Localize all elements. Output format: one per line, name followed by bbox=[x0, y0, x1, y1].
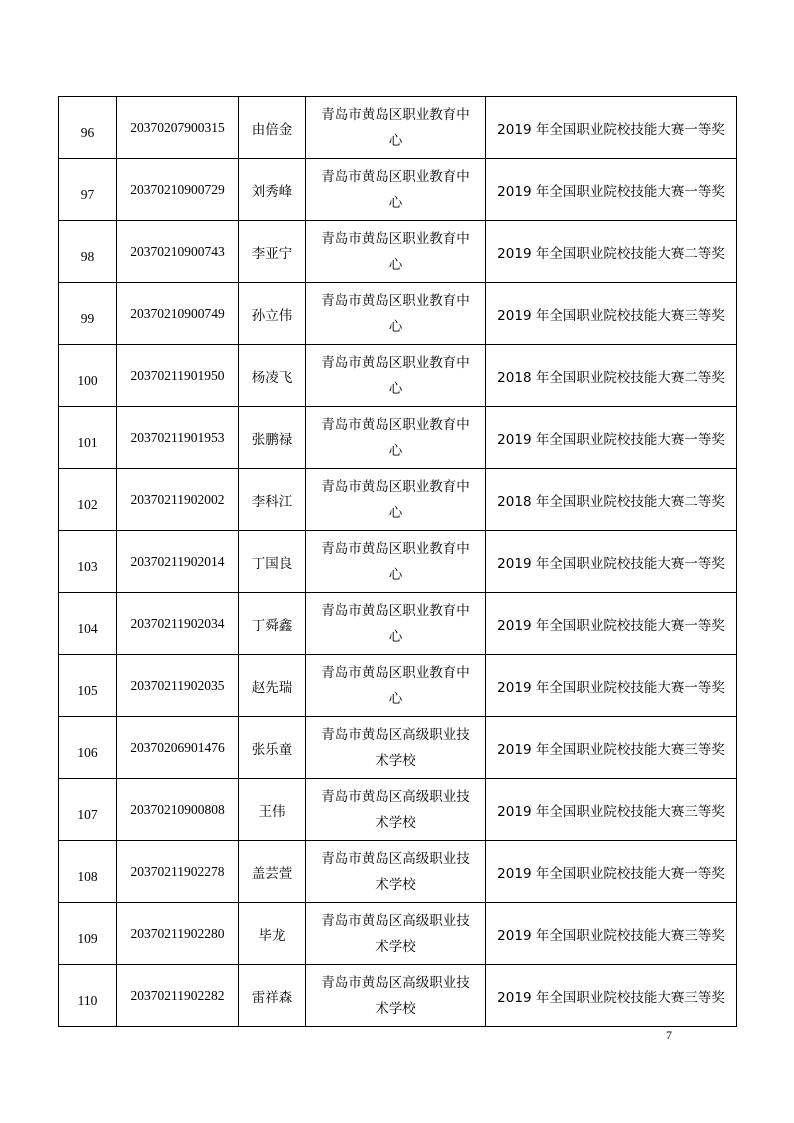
school-name-line-2: 心 bbox=[388, 256, 403, 273]
row-number-cell: 107 bbox=[59, 779, 117, 841]
student-name-cell: 毕龙 bbox=[239, 903, 306, 965]
student-id-cell: 20370211902282 bbox=[117, 965, 239, 1027]
award-cell: 2019 年全国职业院校技能大赛一等奖 bbox=[486, 407, 737, 469]
table-row bbox=[59, 965, 737, 1027]
table-row bbox=[59, 531, 737, 593]
student-id-cell: 20370211902002 bbox=[117, 469, 239, 531]
table-row bbox=[59, 841, 737, 903]
school-name-line-1: 青岛市黄岛区高级职业技 bbox=[321, 788, 470, 805]
table-row bbox=[59, 221, 737, 283]
table-row bbox=[59, 159, 737, 221]
student-id-cell: 20370206901476 bbox=[117, 717, 239, 779]
table-row bbox=[59, 407, 737, 469]
school-name-cell bbox=[306, 841, 486, 903]
page-number: 7 bbox=[666, 1028, 672, 1042]
student-id-cell: 20370211901953 bbox=[117, 407, 239, 469]
student-id-cell: 20370211902280 bbox=[117, 903, 239, 965]
school-name-line-2: 心 bbox=[388, 690, 403, 707]
award-cell: 2019 年全国职业院校技能大赛三等奖 bbox=[486, 965, 737, 1027]
school-name-line-1: 青岛市黄岛区高级职业技 bbox=[321, 974, 470, 991]
award-roster-table bbox=[58, 96, 737, 1027]
student-name-cell: 赵先瑞 bbox=[239, 655, 306, 717]
school-name-line-2: 术学校 bbox=[375, 752, 416, 769]
table-row bbox=[59, 655, 737, 717]
school-name-cell bbox=[306, 779, 486, 841]
roster-body bbox=[59, 97, 737, 1027]
row-number-cell: 98 bbox=[59, 221, 117, 283]
school-name-line-2: 心 bbox=[388, 628, 403, 645]
school-name-cell bbox=[306, 221, 486, 283]
student-name-cell: 丁国良 bbox=[239, 531, 306, 593]
award-cell: 2019 年全国职业院校技能大赛一等奖 bbox=[486, 593, 737, 655]
table-row bbox=[59, 469, 737, 531]
row-number-cell: 102 bbox=[59, 469, 117, 531]
award-cell: 2019 年全国职业院校技能大赛一等奖 bbox=[486, 655, 737, 717]
student-name-cell: 刘秀峰 bbox=[239, 159, 306, 221]
award-cell: 2018 年全国职业院校技能大赛二等奖 bbox=[486, 345, 737, 407]
student-name-cell: 由倍金 bbox=[239, 97, 306, 159]
student-id-cell: 20370210900743 bbox=[117, 221, 239, 283]
school-name-line-1: 青岛市黄岛区职业教育中 bbox=[321, 416, 470, 433]
school-name-line-1: 青岛市黄岛区高级职业技 bbox=[321, 912, 470, 929]
school-name-line-1: 青岛市黄岛区高级职业技 bbox=[321, 850, 470, 867]
school-name-line-2: 术学校 bbox=[375, 876, 416, 893]
school-name-line-2: 心 bbox=[388, 504, 403, 521]
award-cell: 2019 年全国职业院校技能大赛三等奖 bbox=[486, 283, 737, 345]
student-name-cell: 盖芸萱 bbox=[239, 841, 306, 903]
table-row bbox=[59, 283, 737, 345]
school-name-line-1: 青岛市黄岛区高级职业技 bbox=[321, 726, 470, 743]
award-cell: 2019 年全国职业院校技能大赛一等奖 bbox=[486, 97, 737, 159]
school-name-line-1: 青岛市黄岛区职业教育中 bbox=[321, 602, 470, 619]
row-number-cell: 104 bbox=[59, 593, 117, 655]
school-name-line-2: 术学校 bbox=[375, 814, 416, 831]
table-row bbox=[59, 903, 737, 965]
table-row bbox=[59, 345, 737, 407]
table-row bbox=[59, 779, 737, 841]
school-name-line-1: 青岛市黄岛区职业教育中 bbox=[321, 664, 470, 681]
student-id-cell: 20370210900808 bbox=[117, 779, 239, 841]
school-name-cell bbox=[306, 97, 486, 159]
student-id-cell: 20370207900315 bbox=[117, 97, 239, 159]
student-name-cell: 丁舜鑫 bbox=[239, 593, 306, 655]
school-name-line-2: 心 bbox=[388, 318, 403, 335]
student-name-cell: 杨凌飞 bbox=[239, 345, 306, 407]
award-cell: 2019 年全国职业院校技能大赛一等奖 bbox=[486, 159, 737, 221]
row-number-cell: 100 bbox=[59, 345, 117, 407]
student-name-cell: 李亚宁 bbox=[239, 221, 306, 283]
school-name-cell bbox=[306, 531, 486, 593]
award-cell: 2019 年全国职业院校技能大赛二等奖 bbox=[486, 221, 737, 283]
student-id-cell: 20370210900749 bbox=[117, 283, 239, 345]
row-number-cell: 97 bbox=[59, 159, 117, 221]
school-name-line-2: 心 bbox=[388, 442, 403, 459]
school-name-cell bbox=[306, 903, 486, 965]
school-name-cell bbox=[306, 469, 486, 531]
student-id-cell: 20370211902035 bbox=[117, 655, 239, 717]
school-name-line-1: 青岛市黄岛区职业教育中 bbox=[321, 168, 470, 185]
school-name-line-1: 青岛市黄岛区职业教育中 bbox=[321, 540, 470, 557]
school-name-cell bbox=[306, 965, 486, 1027]
student-name-cell: 王伟 bbox=[239, 779, 306, 841]
award-cell: 2019 年全国职业院校技能大赛三等奖 bbox=[486, 903, 737, 965]
school-name-line-2: 心 bbox=[388, 380, 403, 397]
student-name-cell: 张鹏禄 bbox=[239, 407, 306, 469]
award-cell: 2019 年全国职业院校技能大赛一等奖 bbox=[486, 841, 737, 903]
table-row bbox=[59, 593, 737, 655]
award-cell: 2019 年全国职业院校技能大赛一等奖 bbox=[486, 531, 737, 593]
award-cell: 2018 年全国职业院校技能大赛二等奖 bbox=[486, 469, 737, 531]
school-name-cell bbox=[306, 345, 486, 407]
student-name-cell: 孙立伟 bbox=[239, 283, 306, 345]
school-name-cell bbox=[306, 283, 486, 345]
school-name-line-1: 青岛市黄岛区职业教育中 bbox=[321, 230, 470, 247]
student-id-cell: 20370211902034 bbox=[117, 593, 239, 655]
row-number-cell: 96 bbox=[59, 97, 117, 159]
student-id-cell: 20370211902278 bbox=[117, 841, 239, 903]
award-cell: 2019 年全国职业院校技能大赛三等奖 bbox=[486, 779, 737, 841]
row-number-cell: 108 bbox=[59, 841, 117, 903]
table-row bbox=[59, 97, 737, 159]
row-number-cell: 103 bbox=[59, 531, 117, 593]
school-name-cell bbox=[306, 717, 486, 779]
school-name-line-2: 心 bbox=[388, 194, 403, 211]
student-id-cell: 20370211902014 bbox=[117, 531, 239, 593]
school-name-line-2: 心 bbox=[388, 566, 403, 583]
row-number-cell: 110 bbox=[59, 965, 117, 1027]
row-number-cell: 109 bbox=[59, 903, 117, 965]
school-name-line-2: 心 bbox=[388, 132, 403, 149]
student-id-cell: 20370211901950 bbox=[117, 345, 239, 407]
school-name-line-1: 青岛市黄岛区职业教育中 bbox=[321, 354, 470, 371]
student-id-cell: 20370210900729 bbox=[117, 159, 239, 221]
school-name-line-1: 青岛市黄岛区职业教育中 bbox=[321, 478, 470, 495]
student-name-cell: 雷祥森 bbox=[239, 965, 306, 1027]
award-cell: 2019 年全国职业院校技能大赛三等奖 bbox=[486, 717, 737, 779]
school-name-line-2: 术学校 bbox=[375, 1000, 416, 1017]
school-name-cell bbox=[306, 159, 486, 221]
school-name-line-1: 青岛市黄岛区职业教育中 bbox=[321, 106, 470, 123]
student-name-cell: 李科江 bbox=[239, 469, 306, 531]
school-name-line-2: 术学校 bbox=[375, 938, 416, 955]
school-name-line-1: 青岛市黄岛区职业教育中 bbox=[321, 292, 470, 309]
row-number-cell: 106 bbox=[59, 717, 117, 779]
school-name-cell bbox=[306, 593, 486, 655]
table-row bbox=[59, 717, 737, 779]
school-name-cell bbox=[306, 407, 486, 469]
row-number-cell: 101 bbox=[59, 407, 117, 469]
row-number-cell: 99 bbox=[59, 283, 117, 345]
student-name-cell: 张乐童 bbox=[239, 717, 306, 779]
school-name-cell bbox=[306, 655, 486, 717]
row-number-cell: 105 bbox=[59, 655, 117, 717]
